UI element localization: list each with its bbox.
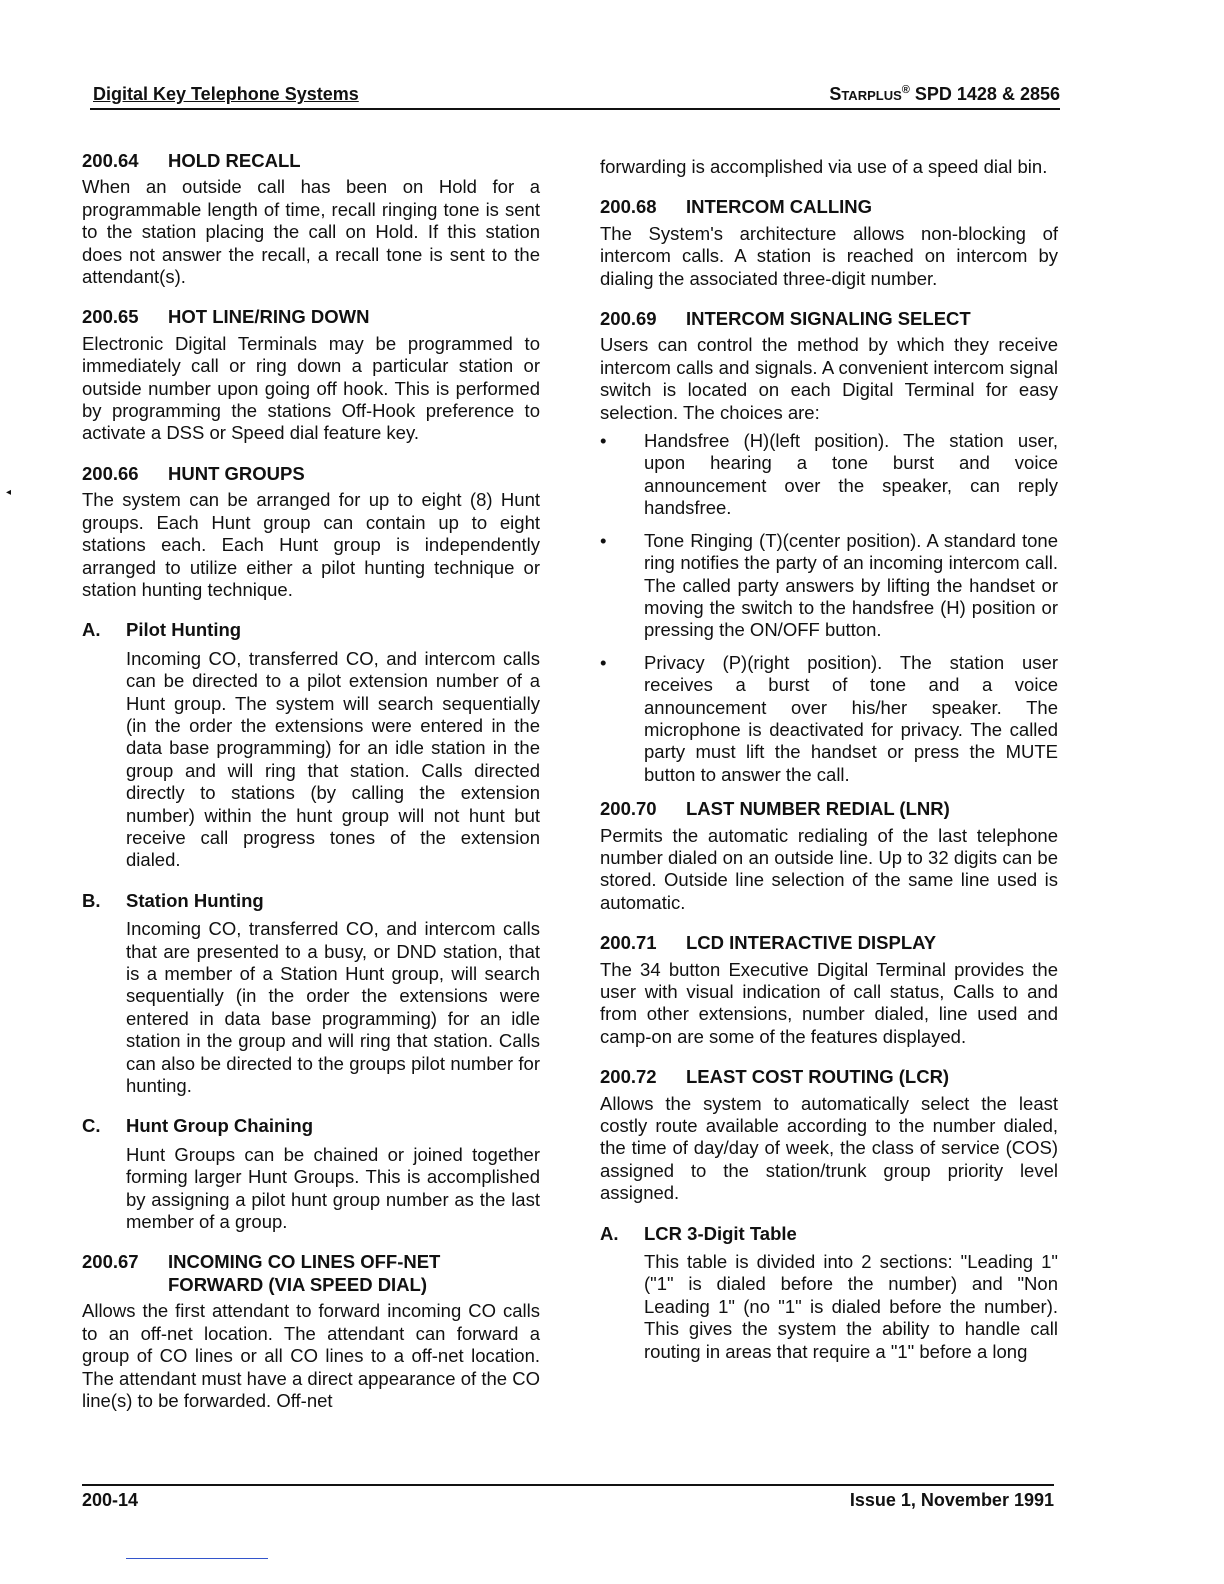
section-number: 200.72 bbox=[600, 1066, 657, 1088]
footer-divider bbox=[82, 1484, 1054, 1486]
subsection-heading bbox=[82, 619, 540, 641]
subsection-title: LCR 3-Digit Table bbox=[644, 1222, 797, 1244]
section-title: HUNT GROUPS bbox=[168, 462, 305, 484]
section-text: The System's architecture allows non-blocking of intercom calls. A station is reached on intercom by dialing the associated three-digit number. bbox=[600, 222, 1058, 289]
section-title: LAST NUMBER REDIAL (LNR) bbox=[686, 798, 950, 820]
section-text: When an outside call has been on Hold for a programmable length of time, recall ringing tone is sent to the station placing the call on Hold. If this station does not answer the recall, a recall tone is sent to the attendant(s). bbox=[82, 176, 540, 288]
subsection-letter: A. bbox=[82, 619, 101, 641]
section-number: 200.67 bbox=[82, 1251, 139, 1273]
section-text: Electronic Digital Terminals may be programmed to immediately call or ring down a particular station or outside number upon going off hook. This is performed by programming the stations Off-Hook preference to activate a DSS or Speed dial feature key. bbox=[82, 332, 540, 444]
section-title: INTERCOM SIGNALING SELECT bbox=[686, 308, 971, 330]
section-heading bbox=[600, 308, 1058, 330]
issue-date: Issue 1, November 1991 bbox=[849, 1490, 1054, 1510]
section-number: 200.70 bbox=[600, 798, 657, 820]
header-product bbox=[829, 84, 1060, 105]
header-title: Digital Key Telephone Systems bbox=[93, 84, 359, 104]
section-heading bbox=[82, 1251, 540, 1296]
section-text: Allows the first attendant to forward incoming CO calls to an off-net location. The attendant can forward a group of CO lines or all CO lines to a off-net location. The attendant must have a direct appearance of the CO line(s) to be forwarded. Off-net bbox=[82, 1300, 540, 1411]
list-item bbox=[600, 430, 1058, 520]
section-heading bbox=[600, 798, 1058, 820]
registered-mark: ® bbox=[901, 84, 910, 96]
brand-name: Starplus bbox=[829, 84, 902, 104]
section-title: LEAST COST ROUTING (LCR) bbox=[686, 1066, 950, 1088]
section-number: 200.66 bbox=[82, 462, 139, 484]
left-column bbox=[82, 150, 540, 1430]
subsection-heading bbox=[82, 890, 540, 912]
bullet-icon: • bbox=[600, 529, 607, 551]
list-item-text: Handsfree (H)(left position). The station user, upon hearing a tone burst and voice announcement over the speaker, can reply handsfree. bbox=[644, 430, 1058, 519]
subsection-title: Hunt Group Chaining bbox=[126, 1115, 314, 1137]
section-text: Allows the system to automatically select the least costly route available according to the number dialed, the time of day/day of week, the class of service (COS) assigned to the station/trunk group priority level assigned. bbox=[600, 1092, 1058, 1204]
margin-mark: ◂ bbox=[6, 487, 12, 498]
bullet-icon: • bbox=[600, 430, 607, 452]
section-title: HOLD RECALL bbox=[168, 150, 301, 171]
subsection-text: Hunt Groups can be chained or joined together forming larger Hunt Groups. This is accomplished by assigning a pilot hunt group number as the last member of a group. bbox=[126, 1143, 540, 1233]
right-column bbox=[600, 156, 1058, 1381]
list-item-text: Privacy (P)(right position). The station user receives a burst of tone and a voice announcement over his/her speaker. The microphone is deactivated for privacy. The called party must lift the handset or press the MUTE button to answer the call. bbox=[644, 651, 1058, 785]
section-heading bbox=[82, 463, 540, 485]
section-title: LCD INTERACTIVE DISPLAY bbox=[686, 932, 937, 954]
section-text: Users can control the method by which they receive intercom calls and signals. A convenient intercom signal switch is located on each Digital Terminal for easy selection. The choices are: bbox=[600, 334, 1058, 423]
continued-text: forwarding is accomplished via use of a speed dial bin. bbox=[600, 156, 1048, 177]
section-title: INTERCOM CALLING bbox=[686, 196, 873, 218]
section-heading bbox=[600, 932, 1058, 954]
list-item-text: Tone Ringing (T)(center position). A standard tone ring notifies the party of an incoming intercom call. The called party answers by lifting the handset or moving the switch to the handsfree (H) position or pressing the ON/OFF button. bbox=[644, 529, 1058, 641]
section-number: 200.68 bbox=[600, 196, 657, 218]
section-number: 200.69 bbox=[600, 308, 657, 330]
subsection-title: Pilot Hunting bbox=[126, 619, 242, 641]
subsection-text: Incoming CO, transferred CO, and intercom calls that are presented to a busy, or DND station, that is a member of a Station Hunt group, will search sequentially (in the order the extensions were entered in data base programming) for an idle station in the group and will ring that station. Calls can also be directed to the groups pilot number for hunting. bbox=[126, 918, 540, 1097]
page-header bbox=[90, 84, 1060, 110]
section-title: INCOMING CO LINES OFF-NET FORWARD (VIA SPEED DIAL) bbox=[168, 1251, 441, 1295]
model-name: SPD 1428 & 2856 bbox=[914, 84, 1060, 104]
section-heading bbox=[600, 1066, 1058, 1088]
section-text: Permits the automatic redialing of the last telephone number dialed on an outside line. Up to 32 digits can be stored. Outside line selection of the same line used is automatic. bbox=[600, 824, 1058, 913]
scan-artifact-line bbox=[126, 1558, 268, 1559]
subsection-heading bbox=[82, 1115, 540, 1137]
section-number: 200.71 bbox=[600, 932, 657, 954]
subsection-text: Incoming CO, transferred CO, and intercom calls can be directed to a pilot extension number of a Hunt group. The system will search sequentially (in the order the extensions were entered in the data base programming) for an idle station in the group and will ring that station. Calls directed directly to stations (by calling the extension number) within the hunt group will not hunt but receive call progress tones of the extension dialed. bbox=[126, 647, 540, 871]
subsection-text: This table is divided into 2 sections: "Leading 1" ("1" is dialed before the number) and "Non Leading 1" (no "1" is dialed before the number). This gives the system the ability to handle call routing in areas that require a "1" before a long bbox=[644, 1251, 1058, 1362]
section-heading bbox=[82, 150, 540, 172]
section-text: The 34 button Executive Digital Terminal provides the user with visual indication of call status, Calls to and from other extensions, number dialed, line used and camp-on are some of the features displayed. bbox=[600, 958, 1058, 1047]
section-title: HOT LINE/RING DOWN bbox=[168, 306, 370, 328]
section-number: 200.64 bbox=[82, 150, 139, 171]
section-heading bbox=[600, 196, 1058, 218]
subsection-letter: A. bbox=[600, 1222, 619, 1244]
list-item bbox=[600, 652, 1058, 786]
section-heading bbox=[82, 306, 540, 328]
header-divider bbox=[90, 108, 1060, 110]
section-number: 200.65 bbox=[82, 306, 139, 328]
section-text: The system can be arranged for up to eight (8) Hunt groups. Each Hunt group can contain up to eight stations each. Each Hunt group is independently arranged to utilize either a pilot hunting technique or station hunting technique. bbox=[82, 489, 540, 600]
page-number: 200-14 bbox=[82, 1490, 139, 1510]
choice-list bbox=[600, 430, 1058, 786]
subsection-letter: C. bbox=[82, 1115, 101, 1137]
subsection-title: Station Hunting bbox=[126, 889, 264, 911]
subsection-heading bbox=[600, 1223, 1058, 1245]
list-item bbox=[600, 530, 1058, 642]
subsection-letter: B. bbox=[82, 889, 101, 911]
bullet-icon: • bbox=[600, 651, 607, 673]
